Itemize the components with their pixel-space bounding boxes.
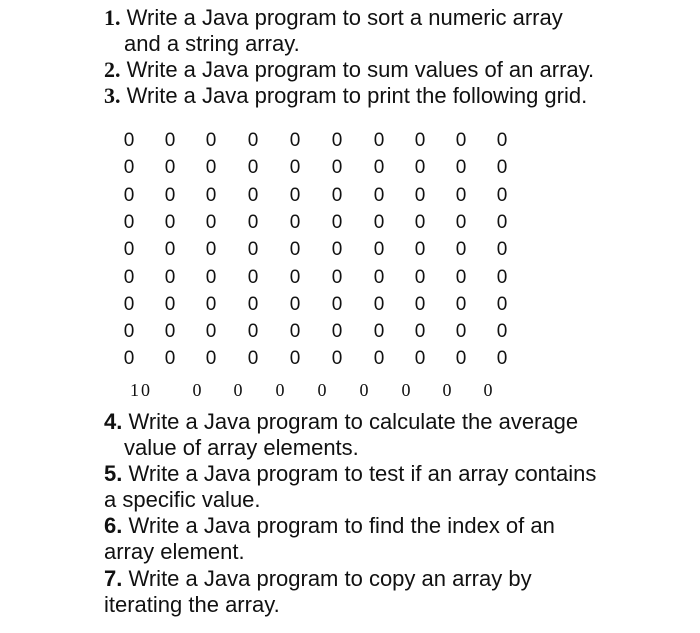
grid-cell: 0 (164, 157, 176, 178)
grid-cell: 0 (496, 267, 508, 288)
grid-cell: 0 (331, 157, 343, 178)
grid-cell: 0 (164, 212, 176, 233)
question-number: 7. (104, 566, 123, 591)
grid-cell: 0 (414, 294, 426, 315)
grid-cell: 0 (331, 321, 343, 342)
grid-cell: 0 (123, 212, 135, 233)
grid-cell: 0 (455, 185, 467, 206)
grid-cell: 0 (496, 239, 508, 260)
grid-cell: 0 (289, 267, 301, 288)
question-number: 5. (104, 461, 123, 486)
grid-cell: 0 (123, 239, 135, 260)
grid-cell: 0 (414, 267, 426, 288)
grid-cell: 0 (123, 294, 135, 315)
grid-cell: 0 (331, 130, 343, 151)
grid-cell: 0 (359, 380, 369, 400)
question-text-line: a specific value. (104, 487, 261, 512)
grid-cell: 0 (373, 294, 385, 315)
question-6 (104, 513, 555, 539)
grid-cell: 0 (455, 294, 467, 315)
question-3 (104, 83, 587, 109)
question-text-line: value of array elements. (124, 435, 359, 460)
grid-cell: 0 (442, 380, 452, 400)
question-text-line: Write a Java program to find the index of an (128, 513, 555, 538)
grid-cell: 0 (247, 157, 259, 178)
grid-cell: 0 (401, 380, 411, 400)
grid-cell: 0 (373, 267, 385, 288)
grid-cell: 0 (123, 267, 135, 288)
grid-cell: 0 (289, 321, 301, 342)
question-number: 1. (104, 5, 121, 30)
question-4 (104, 409, 578, 435)
grid-cell: 0 (247, 267, 259, 288)
grid-cell: 0 (414, 239, 426, 260)
question-7 (104, 566, 532, 592)
grid-cell: 0 (331, 239, 343, 260)
grid-cell: 0 (373, 157, 385, 178)
grid-cell: 0 (317, 380, 327, 400)
grid-cell: 0 (331, 294, 343, 315)
question-text-line: Write a Java program to sum values of an array. (126, 57, 595, 82)
grid-cell: 0 (164, 185, 176, 206)
grid-cell: 0 (496, 185, 508, 206)
grid-cell: 0 (331, 348, 343, 369)
grid-cell: 0 (205, 185, 217, 206)
grid-cell: 0 (247, 239, 259, 260)
grid-cell: 0 (247, 348, 259, 369)
grid-cell: 0 (164, 267, 176, 288)
grid-cell: 0 (247, 294, 259, 315)
grid-cell: 0 (275, 380, 285, 400)
grid-cell: 0 (455, 267, 467, 288)
grid-cell: 0 (164, 130, 176, 151)
grid-cell: 0 (455, 212, 467, 233)
grid-cell: 0 (455, 239, 467, 260)
grid-cell: 0 (123, 185, 135, 206)
grid-cell: 0 (289, 157, 301, 178)
grid-cell: 0 (483, 380, 493, 400)
grid-cell: 0 (233, 380, 243, 400)
grid-cell: 0 (373, 321, 385, 342)
grid-cell: 0 (373, 239, 385, 260)
grid-cell: 0 (496, 157, 508, 178)
grid-cell: 0 (289, 212, 301, 233)
grid-cell: 0 (455, 130, 467, 151)
grid-cell: 0 (205, 130, 217, 151)
grid-cell: 0 (331, 212, 343, 233)
question-number: 4. (104, 409, 123, 434)
grid-cell: 0 (123, 321, 135, 342)
grid-cell: 0 (205, 321, 217, 342)
grid-cell: 0 (164, 321, 176, 342)
question-text-line: Write a Java program to sort a numeric array (126, 5, 563, 30)
question-6-continuation (104, 539, 245, 565)
question-7-continuation (104, 592, 280, 618)
grid-cell: 0 (496, 294, 508, 315)
grid-cell: 0 (373, 130, 385, 151)
grid-cell: 0 (205, 239, 217, 260)
grid-cell: 0 (496, 130, 508, 151)
question-text-line: Write a Java program to print the following grid. (126, 83, 588, 108)
grid-cell: 0 (123, 130, 135, 151)
grid-cell: 0 (414, 212, 426, 233)
grid-cell: 0 (331, 267, 343, 288)
grid-cell: 0 (289, 130, 301, 151)
question-text-line: and a string array. (124, 31, 300, 56)
grid-cell: 0 (455, 321, 467, 342)
grid-cell: 0 (123, 348, 135, 369)
grid-cell: 0 (205, 157, 217, 178)
grid-cell: 0 (373, 212, 385, 233)
grid-cell: 0 (164, 294, 176, 315)
grid-cell: 0 (496, 212, 508, 233)
grid-cell: 0 (192, 380, 202, 400)
question-text-line: array element. (104, 539, 245, 564)
question-4-continuation (124, 435, 359, 461)
grid-cell: 0 (123, 157, 135, 178)
grid-cell: 0 (373, 185, 385, 206)
question-number: 2. (104, 57, 121, 82)
grid-cell: 0 (414, 157, 426, 178)
question-number: 3. (104, 83, 121, 108)
grid-cell: 0 (455, 348, 467, 369)
question-text-line: Write a Java program to test if an array contains (128, 461, 597, 486)
grid-cell: 0 (331, 185, 343, 206)
question-text-line: iterating the array. (104, 592, 280, 617)
grid-cell: 0 (289, 348, 301, 369)
question-2 (104, 57, 594, 83)
question-1 (104, 5, 563, 31)
question-5 (104, 461, 596, 487)
grid-cell: 0 (289, 185, 301, 206)
grid-cell: 0 (205, 348, 217, 369)
grid-cell: 0 (247, 212, 259, 233)
grid-cell: 0 (205, 212, 217, 233)
grid-cell: 0 (414, 130, 426, 151)
grid-cell: 0 (247, 130, 259, 151)
grid-cell: 0 (205, 267, 217, 288)
grid-cell: 0 (414, 348, 426, 369)
grid-cell: 0 (414, 185, 426, 206)
grid-cell: 0 (373, 348, 385, 369)
grid-cell: 0 (496, 348, 508, 369)
grid-cell: 0 (289, 239, 301, 260)
question-text-line: Write a Java program to copy an array by (128, 566, 532, 591)
grid-cell: 0 (164, 348, 176, 369)
grid-cell: 0 (414, 321, 426, 342)
question-5-continuation (104, 487, 261, 513)
grid-cell: 0 (289, 294, 301, 315)
question-1-continuation (124, 31, 300, 57)
grid-cell: 0 (205, 294, 217, 315)
grid-cell: 0 (247, 185, 259, 206)
question-text-line: Write a Java program to calculate the average (128, 409, 579, 434)
grid-cell: 0 (247, 321, 259, 342)
question-number: 6. (104, 513, 123, 538)
grid-cell: 0 (455, 157, 467, 178)
grid-cell: 0 (496, 321, 508, 342)
grid-cell: 10 (130, 380, 152, 400)
grid-cell: 0 (164, 239, 176, 260)
